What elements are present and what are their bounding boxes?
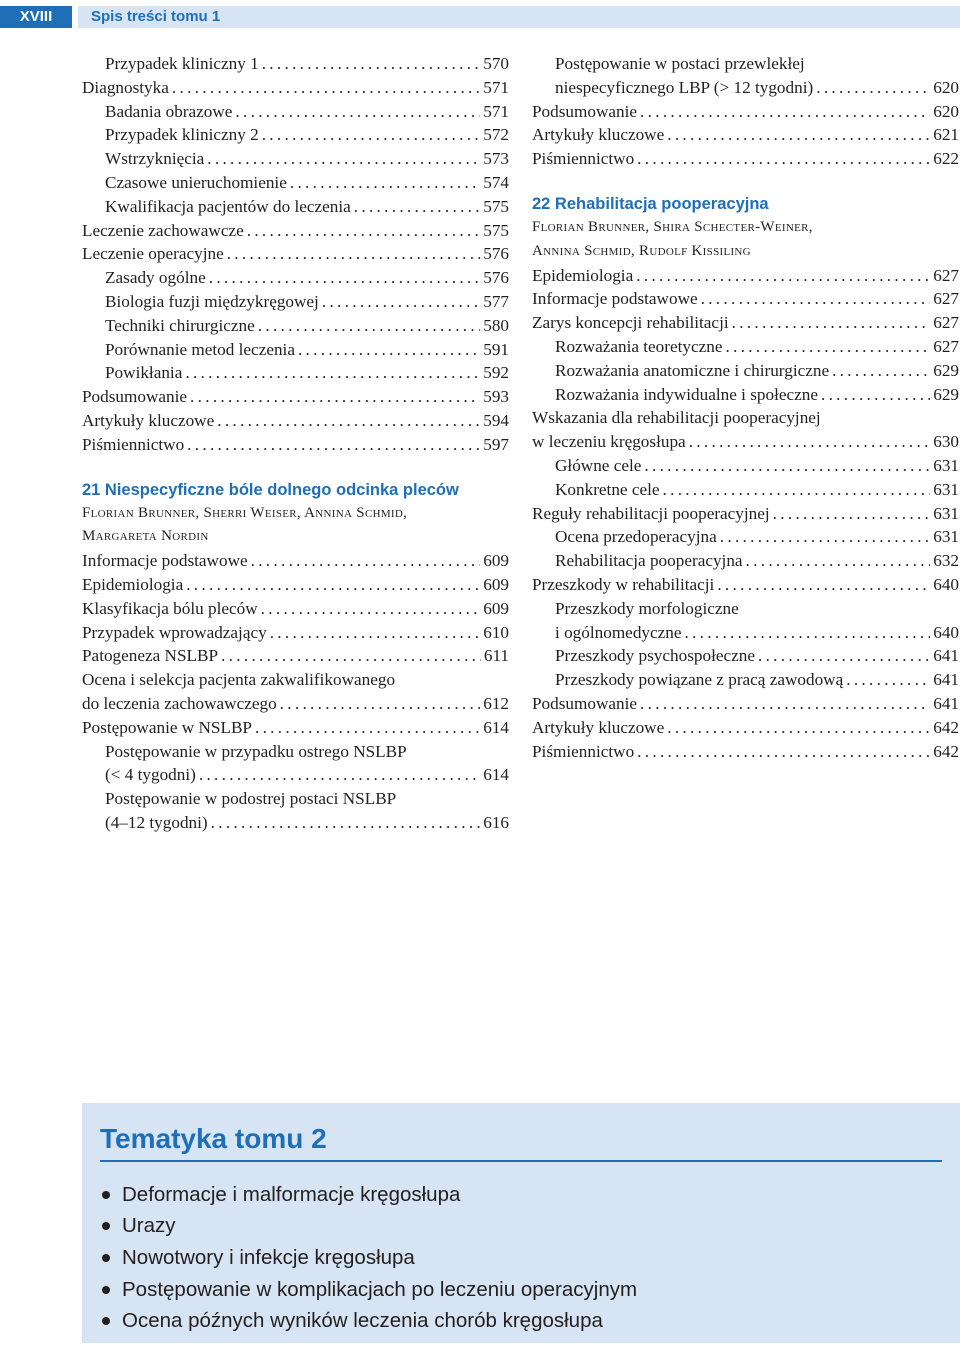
toc-entry-page: 641 <box>933 670 959 690</box>
toc-entry-page: 629 <box>933 384 959 404</box>
toc-entry-page: 631 <box>933 479 959 499</box>
chapter-21-title: 21 Niespecyficzne bóle dolnego odcinka pleców <box>82 480 459 499</box>
toc-entry[interactable] <box>82 195 509 219</box>
toc-right-column <box>532 52 959 763</box>
toc-entry-text-line1[interactable]: Ocena i selekcja pacjenta zakwalifikowanego <box>82 670 396 690</box>
toc-entry[interactable] <box>532 478 959 502</box>
toc-entry[interactable] <box>532 716 959 740</box>
toc-entry-page: 642 <box>933 741 959 761</box>
toc-entry-text-line1[interactable]: Postępowanie w postaci przewlekłej <box>555 54 805 73</box>
chapter-22-entries-b <box>532 454 959 597</box>
dot-leader <box>758 644 930 668</box>
toc-entry-page: 641 <box>933 693 959 713</box>
toc-entry[interactable] <box>532 573 959 597</box>
toc-entry-page: 627 <box>933 265 959 285</box>
toc-entry-text: do leczenia zachowawczego <box>82 693 277 713</box>
toc-entry-page: 629 <box>933 360 959 380</box>
toc-entry[interactable] <box>532 668 959 692</box>
toc-entry-page: 622 <box>933 149 959 169</box>
toc-entry-text: Rehabilitacja pooperacyjna <box>555 551 743 571</box>
chapter-21-entries <box>82 549 509 668</box>
dot-leader <box>209 266 481 290</box>
dot-leader <box>270 621 481 645</box>
toc-entry-text: Przeszkody psychospołeczne <box>555 646 755 666</box>
toc-entry[interactable] <box>532 644 959 668</box>
dot-leader <box>717 573 930 597</box>
toc-entry-page: 630 <box>933 432 959 452</box>
chapter-22-authors-line2: Annina Schmid, Rudolf Kissiling <box>532 242 751 259</box>
toc-entry-page: 575 <box>483 220 509 240</box>
dot-leader <box>637 147 930 171</box>
dot-leader <box>636 264 930 288</box>
dot-leader <box>247 219 480 243</box>
dot-leader <box>190 385 480 409</box>
toc-entry-text: Przypadek kliniczny 1 <box>105 54 259 73</box>
toc-entry[interactable] <box>82 644 509 668</box>
dot-leader <box>185 361 480 385</box>
toc-entry-text: Epidemiologia <box>532 265 634 285</box>
toc-entry[interactable] <box>82 433 509 457</box>
toc-left-column <box>82 52 509 835</box>
topic-text: Ocena późnych wyników leczenia chorób kręgosłupa <box>122 1309 603 1333</box>
dot-leader <box>322 290 480 314</box>
toc-entry-page: 627 <box>933 336 959 356</box>
dot-leader <box>725 335 930 359</box>
toc-entry-text: Rozważania anatomiczne i chirurgiczne <box>555 360 830 380</box>
dot-leader <box>640 692 930 716</box>
toc-entry-page: 620 <box>933 101 959 121</box>
dot-leader <box>821 383 930 407</box>
toc-entry-text: w leczeniu kręgosłupa <box>532 432 686 452</box>
toc-entry-text: Badania obrazowe <box>105 101 233 121</box>
dot-leader <box>773 502 931 526</box>
toc-entry-text: Leczenie operacyjne <box>82 244 224 264</box>
toc-entry-page: 612 <box>483 693 509 713</box>
toc-entry-text: Informacje podstawowe <box>82 551 248 571</box>
toc-entry-text: Podsumowanie <box>532 693 638 713</box>
next-volume-box <box>82 1103 960 1343</box>
toc-entry-page: 616 <box>483 812 509 832</box>
toc-entry-text: Zasady ogólne <box>105 268 206 288</box>
toc-entry-page: 577 <box>483 291 509 311</box>
toc-entry-page: 631 <box>933 503 959 523</box>
dot-leader <box>689 430 931 454</box>
toc-entry-text: Biologia fuzji międzykręgowej <box>105 291 319 311</box>
toc-entry-page: 641 <box>933 646 959 666</box>
running-title: Spis treści tomu 1 <box>78 6 960 28</box>
toc-entry-text-line1[interactable]: Postępowanie w podostrej postaci NSLBP <box>105 789 397 809</box>
toc-entry-text: Kwalifikacja pacjentów do leczenia <box>105 196 351 216</box>
toc-entry[interactable] <box>532 147 959 171</box>
toc-entry-text: (4–12 tygodni) <box>105 812 208 832</box>
toc-entry-text: Reguły rehabilitacji pooperacyjnej <box>532 503 770 523</box>
toc-entry[interactable] <box>532 335 959 359</box>
next-volume-title: Tematyka tomu 2 <box>100 1123 327 1154</box>
toc-entry-text: Podsumowanie <box>82 387 188 407</box>
toc-entry-text: Artykuły kluczowe <box>532 125 665 145</box>
chapter-22-entries-a <box>532 264 959 407</box>
dot-leader <box>217 409 480 433</box>
topic-item <box>102 1305 637 1337</box>
toc-entry[interactable] <box>82 242 509 266</box>
toc-entry[interactable] <box>532 383 959 407</box>
toc-entry[interactable] <box>532 549 959 573</box>
toc-entry-text: Konkretne cele <box>555 479 660 499</box>
toc-entry-page: 609 <box>483 574 509 594</box>
toc-entry-page: 574 <box>483 172 509 192</box>
bullet-icon <box>102 1222 110 1230</box>
toc-entry-text: Informacje podstawowe <box>532 289 698 309</box>
toc-entry-page: 631 <box>933 527 959 547</box>
dot-leader <box>262 52 481 76</box>
toc-entry[interactable] <box>82 597 509 621</box>
toc-entry[interactable] <box>82 549 509 573</box>
topic-text: Urazy <box>122 1214 176 1238</box>
toc-entry-page: 575 <box>483 196 509 216</box>
toc-entry-text: Powikłania <box>105 363 183 383</box>
topic-text: Postępowanie w komplikacjach po leczeniu operacyjnym <box>122 1277 638 1301</box>
dot-leader <box>667 716 930 740</box>
toc-right-entries <box>532 100 959 171</box>
toc-entry[interactable] <box>532 454 959 478</box>
toc-entry-page: 620 <box>933 77 959 97</box>
dot-leader <box>227 242 481 266</box>
toc-entry-text: Artykuły kluczowe <box>532 717 665 737</box>
toc-entry-page: 597 <box>483 434 509 454</box>
toc-entry-page: 642 <box>933 717 959 737</box>
dot-leader <box>261 597 481 621</box>
toc-entry[interactable] <box>532 100 959 124</box>
dot-leader <box>684 621 930 645</box>
toc-entry[interactable] <box>532 76 959 100</box>
toc-entry-page: 609 <box>483 598 509 618</box>
toc-entry[interactable] <box>532 740 959 764</box>
topic-text: Nowotwory i infekcje kręgosłupa <box>122 1245 415 1269</box>
page-number: XVIII <box>0 6 72 28</box>
toc-entry-text: Piśmiennictwo <box>532 741 635 761</box>
toc-entry-text: Techniki chirurgiczne <box>105 315 255 335</box>
dot-leader <box>187 433 480 457</box>
toc-entry-text-line1[interactable]: Przeszkody morfologiczne <box>555 598 739 618</box>
bullet-icon <box>102 1317 110 1325</box>
toc-entry-text: Rozważania indywidualne i społeczne <box>555 384 818 404</box>
toc-entry[interactable] <box>82 314 509 338</box>
dot-leader <box>207 147 480 171</box>
toc-entry[interactable] <box>532 311 959 335</box>
dot-leader <box>211 811 481 835</box>
toc-entry-page: 609 <box>483 551 509 571</box>
toc-entry[interactable] <box>82 763 509 787</box>
toc-entry[interactable] <box>82 716 509 740</box>
toc-entry-text: Wstrzyknięcia <box>105 149 205 169</box>
divider <box>100 1160 942 1162</box>
topic-text: Deformacje i malformacje kręgosłupa <box>122 1182 461 1206</box>
toc-entry[interactable] <box>532 502 959 526</box>
dot-leader <box>290 171 480 195</box>
toc-entry[interactable] <box>82 811 509 835</box>
toc-entry[interactable] <box>532 621 959 645</box>
toc-entry-page: 631 <box>933 455 959 475</box>
dot-leader <box>720 525 930 549</box>
dot-leader <box>262 123 481 147</box>
dot-leader <box>172 76 480 100</box>
toc-entry[interactable] <box>82 385 509 409</box>
dot-leader <box>701 287 931 311</box>
toc-entry-text: Epidemiologia <box>82 574 184 594</box>
dot-leader <box>235 100 480 124</box>
toc-entry[interactable] <box>82 219 509 243</box>
toc-entry-page: 627 <box>933 313 959 333</box>
toc-entry-page: 640 <box>933 622 959 642</box>
toc-entry-page: 627 <box>933 289 959 309</box>
toc-entry[interactable] <box>82 76 509 100</box>
toc-entry[interactable] <box>82 338 509 362</box>
toc-entry[interactable] <box>532 525 959 549</box>
toc-entry-page: 580 <box>483 315 509 335</box>
toc-entry[interactable] <box>532 123 959 147</box>
toc-entry-page: 572 <box>483 125 509 145</box>
dot-leader <box>258 314 480 338</box>
toc-entry[interactable] <box>82 52 509 76</box>
toc-entry-text: Przypadek kliniczny 2 <box>105 125 259 145</box>
page-header <box>0 6 960 28</box>
toc-entry-text: Główne cele <box>555 455 642 475</box>
toc-entry[interactable] <box>82 361 509 385</box>
toc-entry-text: Przypadek wprowadzający <box>82 622 267 642</box>
bullet-icon <box>102 1286 110 1294</box>
toc-entry[interactable] <box>532 264 959 288</box>
toc-entry-text: Patogeneza NSLBP <box>82 646 219 666</box>
toc-entry-text: (< 4 tygodni) <box>105 765 196 785</box>
toc-entry-text: Klasyfikacja bólu pleców <box>82 598 258 618</box>
toc-entry[interactable] <box>532 359 959 383</box>
bullet-icon <box>102 1254 110 1262</box>
toc-entry[interactable] <box>82 290 509 314</box>
toc-entry-page: 614 <box>483 765 509 785</box>
dot-leader <box>255 716 480 740</box>
toc-entry-page: 592 <box>483 363 509 383</box>
toc-entry-text: Leczenie zachowawcze <box>82 220 244 240</box>
toc-entry-text: Artykuły kluczowe <box>82 410 215 430</box>
dot-leader <box>221 644 481 668</box>
dot-leader <box>746 549 931 573</box>
chapter-22-authors-line1: Florian Brunner, Shira Schecter-Weiner, <box>532 218 813 235</box>
chapter-22-entries-c <box>532 644 959 763</box>
toc-left-entries <box>82 52 509 457</box>
chapter-21-authors-line2: Margareta Nordin <box>82 528 209 545</box>
toc-entry-text: Przeszkody w rehabilitacji <box>532 574 715 594</box>
toc-entry-page: 576 <box>483 244 509 264</box>
bullet-icon <box>102 1191 110 1199</box>
toc-entry-text: Postępowanie w NSLBP <box>82 717 252 737</box>
topic-item <box>102 1274 637 1306</box>
toc-entry-page: 571 <box>483 77 509 97</box>
dot-leader <box>637 740 930 764</box>
dot-leader <box>663 478 931 502</box>
toc-entry[interactable] <box>82 171 509 195</box>
toc-entry-page: 593 <box>483 387 509 407</box>
toc-entry-page: 570 <box>483 54 509 73</box>
chapter-21-authors-line1: Florian Brunner, Sherri Weiser, Annina Schmid, <box>82 504 408 521</box>
toc-entry[interactable] <box>82 692 509 716</box>
toc-entry-page: 610 <box>483 622 509 642</box>
toc-entry-text: Rozważania teoretyczne <box>555 336 723 356</box>
toc-entry-text: Zarys koncepcji rehabilitacji <box>532 313 729 333</box>
toc-entry-text: Czasowe unieruchomienie <box>105 172 287 192</box>
toc-entry-text: Ocena przedoperacyjna <box>555 527 717 547</box>
dot-leader <box>298 338 480 362</box>
toc-entry-page: 576 <box>483 268 509 288</box>
toc-entry-page: 594 <box>483 410 509 430</box>
topic-item <box>102 1211 637 1243</box>
toc-entry[interactable] <box>82 409 509 433</box>
toc-entry-page: 591 <box>483 339 509 359</box>
dot-leader <box>846 668 930 692</box>
dot-leader <box>199 763 480 787</box>
toc-entry-page: 614 <box>483 717 509 737</box>
toc-entry[interactable] <box>82 266 509 290</box>
toc-entry-text: Podsumowanie <box>532 101 638 121</box>
toc-entry-page: 640 <box>933 574 959 594</box>
next-volume-topics <box>102 1179 637 1337</box>
toc-entry-text: Diagnostyka <box>82 77 169 97</box>
dot-leader <box>816 76 930 100</box>
toc-entry-page: 621 <box>933 125 959 145</box>
toc-entry[interactable] <box>532 287 959 311</box>
toc-entry-text: i ogólnomedyczne <box>555 622 682 642</box>
toc-entry[interactable] <box>82 621 509 645</box>
toc-entry-text: niespecyficznego LBP (> 12 tygodni) <box>555 77 814 97</box>
toc-entry-text: Piśmiennictwo <box>532 149 635 169</box>
dot-leader <box>832 359 930 383</box>
dot-leader <box>640 100 930 124</box>
topic-item <box>102 1179 637 1211</box>
toc-entry-text-line1[interactable]: Wskazania dla rehabilitacji pooperacyjnej <box>532 408 821 428</box>
dot-leader <box>251 549 481 573</box>
toc-entry[interactable] <box>532 692 959 716</box>
toc-entry[interactable] <box>82 123 509 147</box>
dot-leader <box>732 311 931 335</box>
toc-entry-text: Piśmiennictwo <box>82 434 185 454</box>
toc-entry[interactable] <box>82 573 509 597</box>
toc-entry[interactable] <box>532 430 959 454</box>
dot-leader <box>667 123 930 147</box>
toc-entry-text: Przeszkody powiązane z pracą zawodową <box>555 670 844 690</box>
topic-item <box>102 1242 637 1274</box>
dot-leader <box>644 454 930 478</box>
toc-entry-text-line1[interactable]: Postępowanie w przypadku ostrego NSLBP <box>105 741 407 761</box>
toc-entry-text: Porównanie metod leczenia <box>105 339 295 359</box>
dot-leader <box>186 573 480 597</box>
toc-entry[interactable] <box>82 147 509 171</box>
toc-entry-page: 632 <box>933 551 959 571</box>
dot-leader <box>280 692 481 716</box>
chapter-22-title: 22 Rehabilitacja pooperacyjna <box>532 194 769 213</box>
toc-entry[interactable] <box>82 100 509 124</box>
toc-entry-page: 611 <box>483 646 509 666</box>
toc-entry-page: 571 <box>483 101 509 121</box>
dot-leader <box>354 195 480 219</box>
toc-entry-page: 573 <box>483 149 509 169</box>
